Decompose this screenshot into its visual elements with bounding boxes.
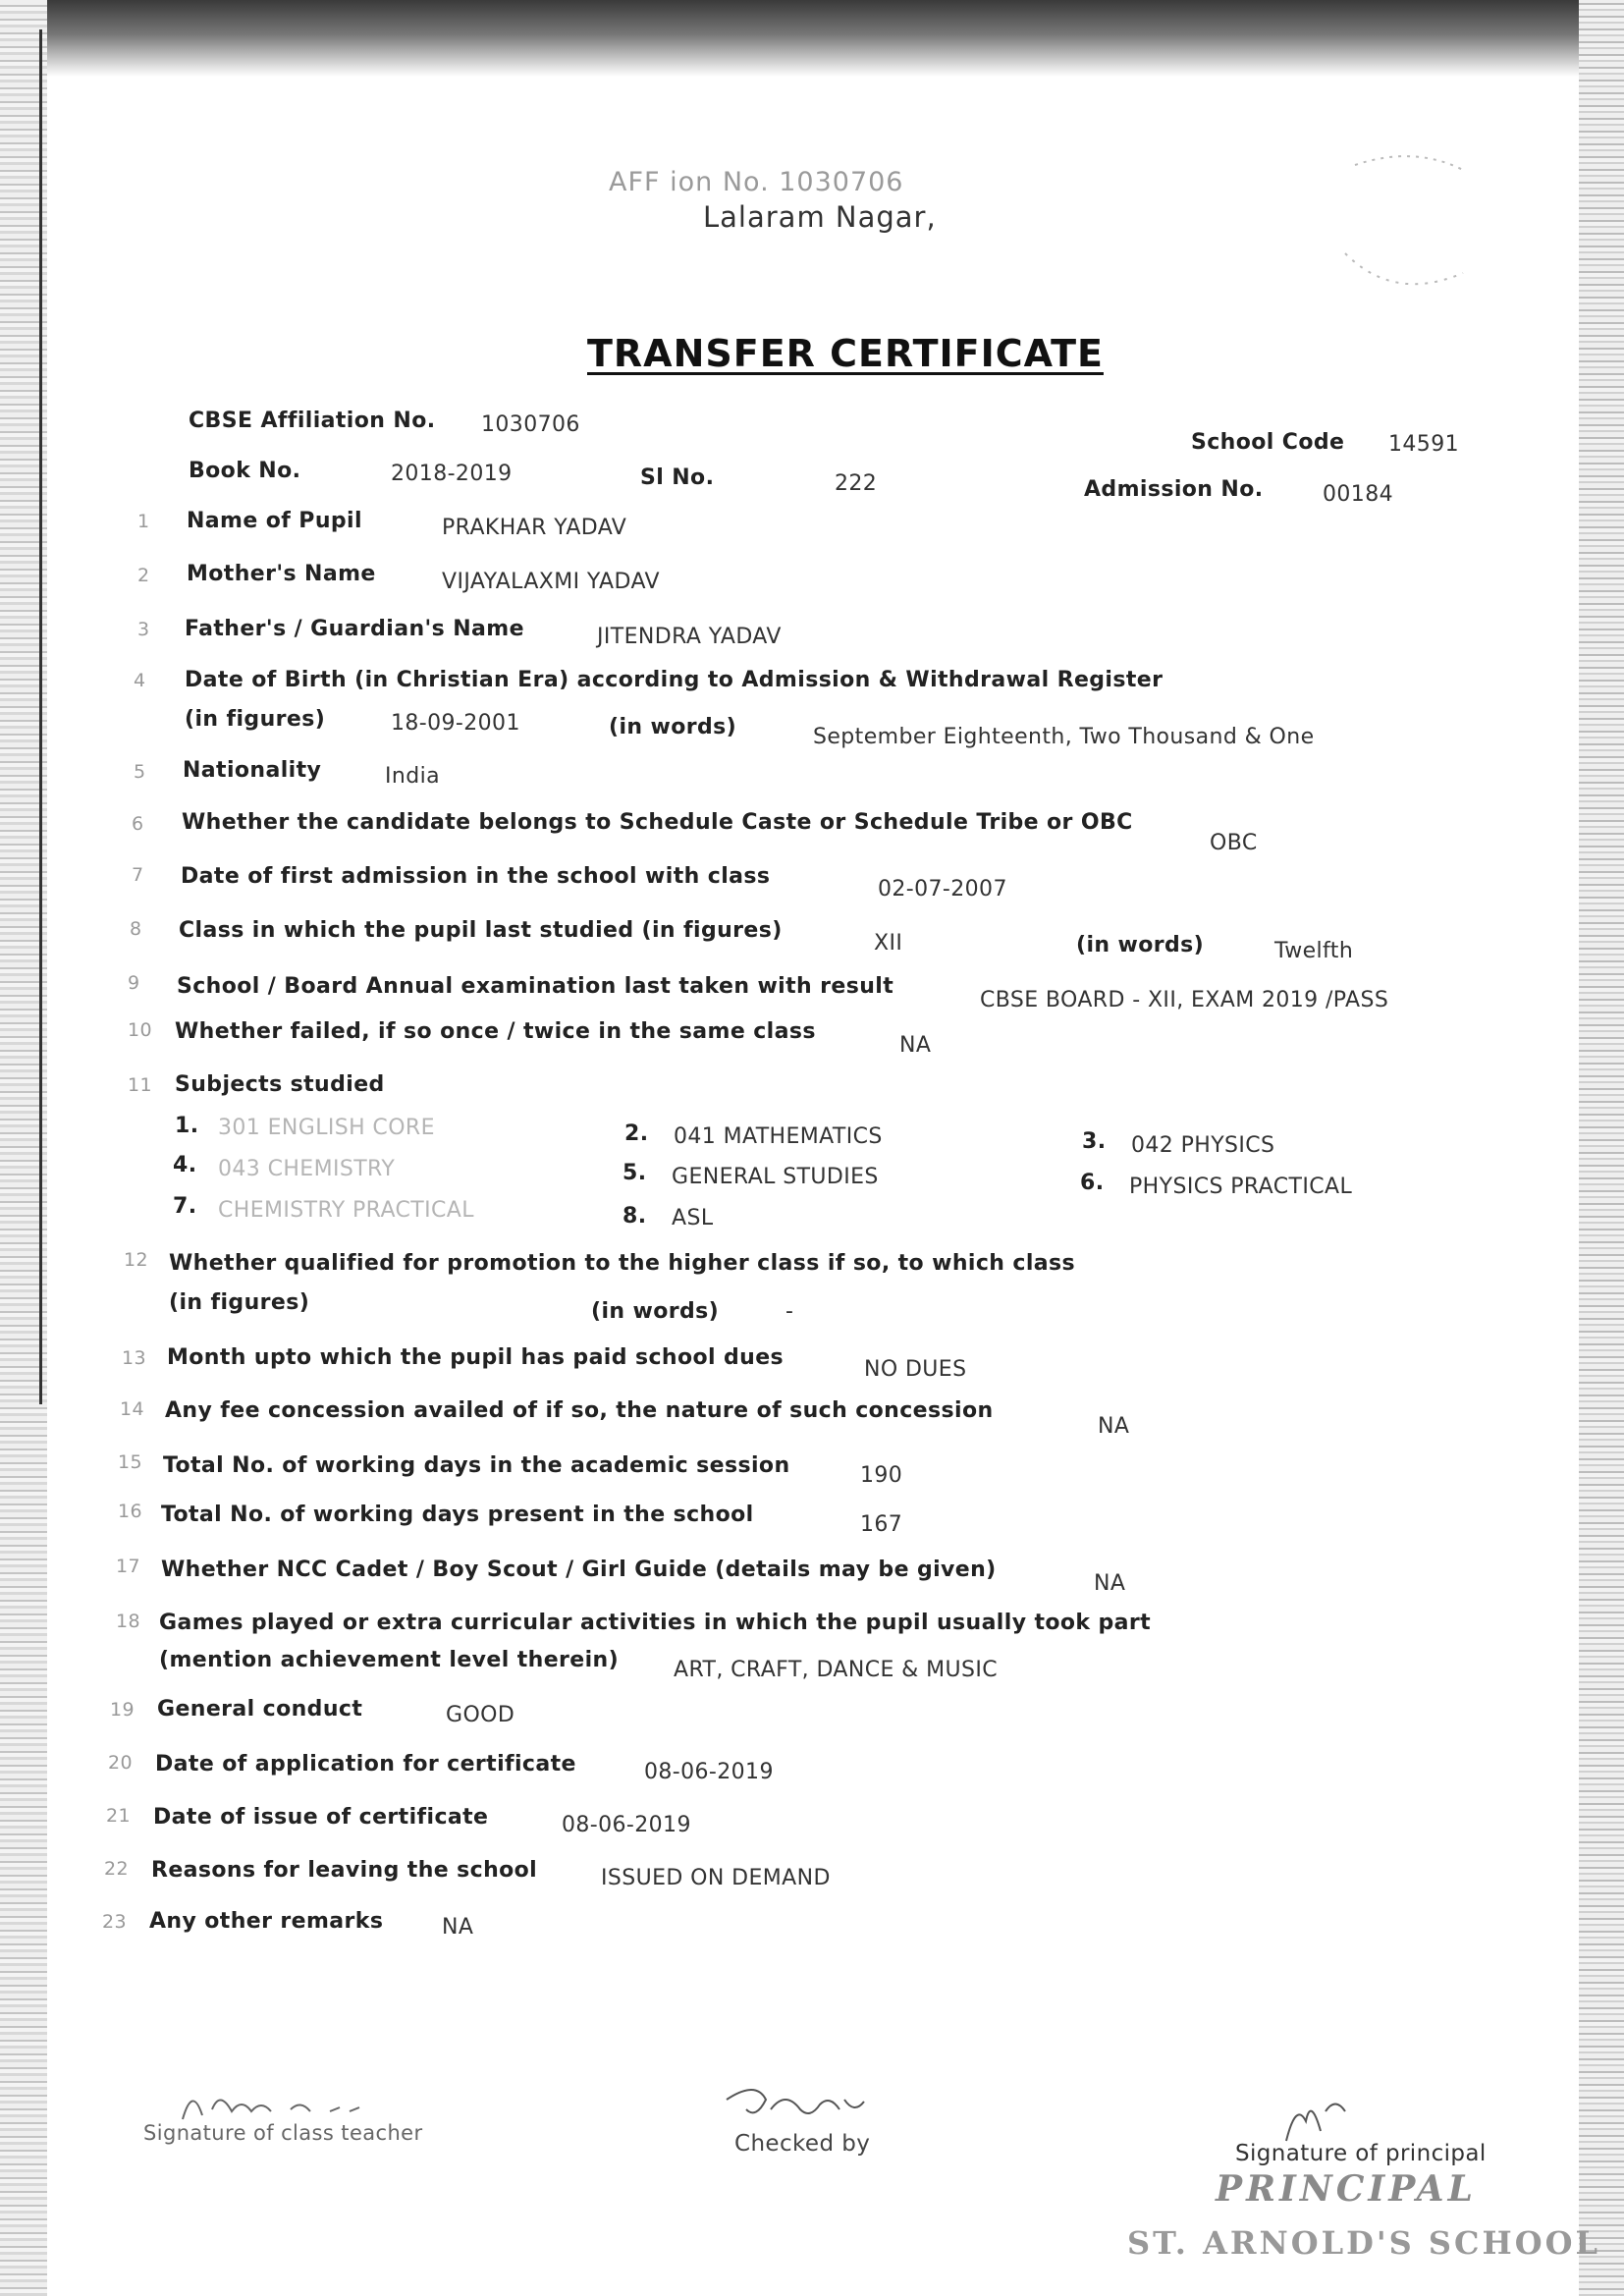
item-number: 13: [122, 1347, 146, 1369]
item-number: 17: [116, 1556, 140, 1577]
mother-value: VIJAYALAXMI YADAV: [442, 570, 660, 594]
subject-number: 3.: [1082, 1129, 1107, 1154]
item-number: 14: [120, 1398, 144, 1420]
school-code-value: 14591: [1388, 432, 1459, 457]
scan-top-border: [0, 0, 1624, 77]
exam-label: School / Board Annual examination last taken with result: [177, 974, 894, 999]
item-number: 4: [134, 670, 146, 691]
subject-item: PHYSICS PRACTICAL: [1129, 1175, 1353, 1199]
conduct-label: General conduct: [157, 1697, 363, 1722]
cbse-label: CBSE Affiliation No.: [189, 409, 436, 433]
checked-by-label: Checked by: [734, 2131, 871, 2157]
subject-number: 6.: [1080, 1171, 1105, 1195]
subject-item: 042 PHYSICS: [1131, 1133, 1275, 1158]
admission-value: 00184: [1323, 482, 1393, 507]
last-class-words-value: Twelfth: [1274, 939, 1354, 963]
caste-value: OBC: [1210, 831, 1258, 855]
seal-mark: [1335, 145, 1483, 322]
failed-value: NA: [899, 1033, 932, 1058]
games-label-2: (mention achievement level therein): [159, 1648, 620, 1672]
item-number: 19: [110, 1699, 135, 1721]
promotion-label: Whether qualified for promotion to the higher class if so, to which class: [169, 1251, 1076, 1276]
dob-figures-label: (in figures): [185, 707, 326, 732]
nationality-label: Nationality: [183, 758, 322, 783]
subject-number: 4.: [173, 1153, 197, 1177]
subject-item: CHEMISTRY PRACTICAL: [218, 1198, 474, 1223]
exam-value: CBSE BOARD - XII, EXAM 2019 /PASS: [980, 988, 1389, 1012]
pupil-label: Name of Pupil: [187, 509, 362, 533]
item-number: 2: [137, 565, 150, 586]
location-header: Lalaram Nagar,: [703, 200, 937, 234]
concession-value: NA: [1098, 1414, 1130, 1439]
certificate-title: TRANSFER CERTIFICATE: [587, 332, 1104, 375]
dues-label: Month upto which the pupil has paid school dues: [167, 1345, 785, 1370]
subject-number: 5.: [623, 1161, 647, 1185]
item-number: 5: [134, 761, 146, 783]
item-number: 3: [137, 619, 150, 640]
item-number: 15: [118, 1451, 142, 1473]
book-label: Book No.: [189, 459, 301, 483]
item-number: 20: [108, 1752, 133, 1774]
subject-item: 301 ENGLISH CORE: [218, 1116, 435, 1140]
remarks-label: Any other remarks: [149, 1909, 384, 1934]
subject-number: 1.: [175, 1114, 199, 1138]
ncc-value: NA: [1094, 1571, 1126, 1596]
class-teacher-signature: [173, 2080, 399, 2125]
scan-right-border: [1579, 0, 1624, 2296]
dues-value: NO DUES: [864, 1357, 967, 1382]
promotion-figures-label: (in figures): [169, 1290, 310, 1315]
item-number: 23: [102, 1911, 127, 1933]
application-date-value: 08-06-2019: [644, 1760, 774, 1784]
item-number: 6: [132, 813, 144, 835]
subject-item: GENERAL STUDIES: [672, 1165, 879, 1189]
subjects-label: Subjects studied: [175, 1072, 385, 1097]
dob-words-value: September Eighteenth, Two Thousand & One: [813, 725, 1315, 749]
father-value: JITENDRA YADAV: [597, 625, 782, 649]
affiliation-header: AFF ion No. 1030706: [609, 167, 904, 197]
dob-words-label: (in words): [609, 715, 737, 739]
subject-number: 7.: [173, 1194, 197, 1219]
last-class-label: Class in which the pupil last studied (in figures): [179, 918, 783, 943]
checker-signature: [717, 2080, 874, 2129]
remarks-value: NA: [442, 1915, 474, 1940]
reason-label: Reasons for leaving the school: [151, 1858, 538, 1883]
principal-label: Signature of principal: [1235, 2141, 1487, 2166]
dob-label: Date of Birth (in Christian Era) according to Admission & Withdrawal Register: [185, 668, 1164, 692]
school-code-label: School Code: [1191, 430, 1345, 455]
item-number: 10: [128, 1019, 152, 1041]
promotion-words-label: (in words): [591, 1299, 720, 1324]
item-number: 16: [118, 1501, 142, 1522]
failed-label: Whether failed, if so once / twice in the same class: [175, 1019, 816, 1044]
subject-item: ASL: [672, 1206, 714, 1230]
item-number: 18: [116, 1611, 140, 1632]
promotion-words-value: -: [785, 1299, 794, 1324]
item-number: 9: [128, 972, 140, 994]
working-days-label: Total No. of working days in the academic session: [163, 1453, 790, 1478]
father-label: Father's / Guardian's Name: [185, 617, 524, 641]
subject-item: 043 CHEMISTRY: [218, 1157, 396, 1181]
dob-figures-value: 18-09-2001: [391, 711, 520, 736]
issue-date-value: 08-06-2019: [562, 1813, 691, 1837]
item-number: 1: [137, 511, 150, 532]
first-admission-value: 02-07-2007: [878, 877, 1007, 902]
subject-number: 2.: [624, 1121, 649, 1146]
class-teacher-label: Signature of class teacher: [143, 2121, 423, 2145]
caste-label: Whether the candidate belongs to Schedule Caste or Schedule Tribe or OBC: [182, 810, 1133, 835]
last-class-words-label: (in words): [1076, 933, 1205, 957]
sl-value: 222: [835, 471, 878, 496]
concession-label: Any fee concession availed of if so, the nature of such concession: [165, 1398, 994, 1423]
ncc-label: Whether NCC Cadet / Boy Scout / Girl Guide (details may be given): [161, 1558, 997, 1582]
working-days-value: 190: [860, 1463, 903, 1488]
subject-item: 041 MATHEMATICS: [674, 1124, 883, 1149]
pupil-value: PRAKHAR YADAV: [442, 516, 627, 540]
mother-label: Mother's Name: [187, 562, 376, 586]
item-number: 12: [124, 1249, 148, 1271]
present-days-value: 167: [860, 1512, 903, 1537]
item-number: 8: [130, 918, 142, 940]
subject-number: 8.: [623, 1204, 647, 1229]
present-days-label: Total No. of working days present in the school: [161, 1503, 754, 1527]
conduct-value: GOOD: [446, 1703, 515, 1727]
games-value: ART, CRAFT, DANCE & MUSIC: [674, 1658, 999, 1682]
nationality-value: India: [385, 764, 440, 789]
reason-value: ISSUED ON DEMAND: [601, 1866, 831, 1890]
item-number: 11: [128, 1074, 152, 1096]
item-number: 22: [104, 1858, 129, 1880]
school-stamp: ST. ARNOLD'S SCHOOL: [1127, 2224, 1600, 2262]
book-value: 2018-2019: [391, 462, 513, 486]
first-admission-label: Date of first admission in the school with class: [181, 864, 771, 889]
issue-date-label: Date of issue of certificate: [153, 1805, 489, 1830]
sl-label: Sl No.: [640, 465, 715, 490]
last-class-value: XII: [874, 931, 903, 956]
item-number: 7: [132, 864, 144, 886]
principal-stamp: PRINCIPAL: [1216, 2168, 1477, 2210]
admission-label: Admission No.: [1084, 477, 1264, 502]
scan-edge-line: [39, 29, 42, 1404]
games-label: Games played or extra curricular activities in which the pupil usually took part: [159, 1611, 1152, 1635]
item-number: 21: [106, 1805, 131, 1827]
application-date-label: Date of application for certificate: [155, 1752, 576, 1777]
cbse-value: 1030706: [481, 412, 580, 437]
